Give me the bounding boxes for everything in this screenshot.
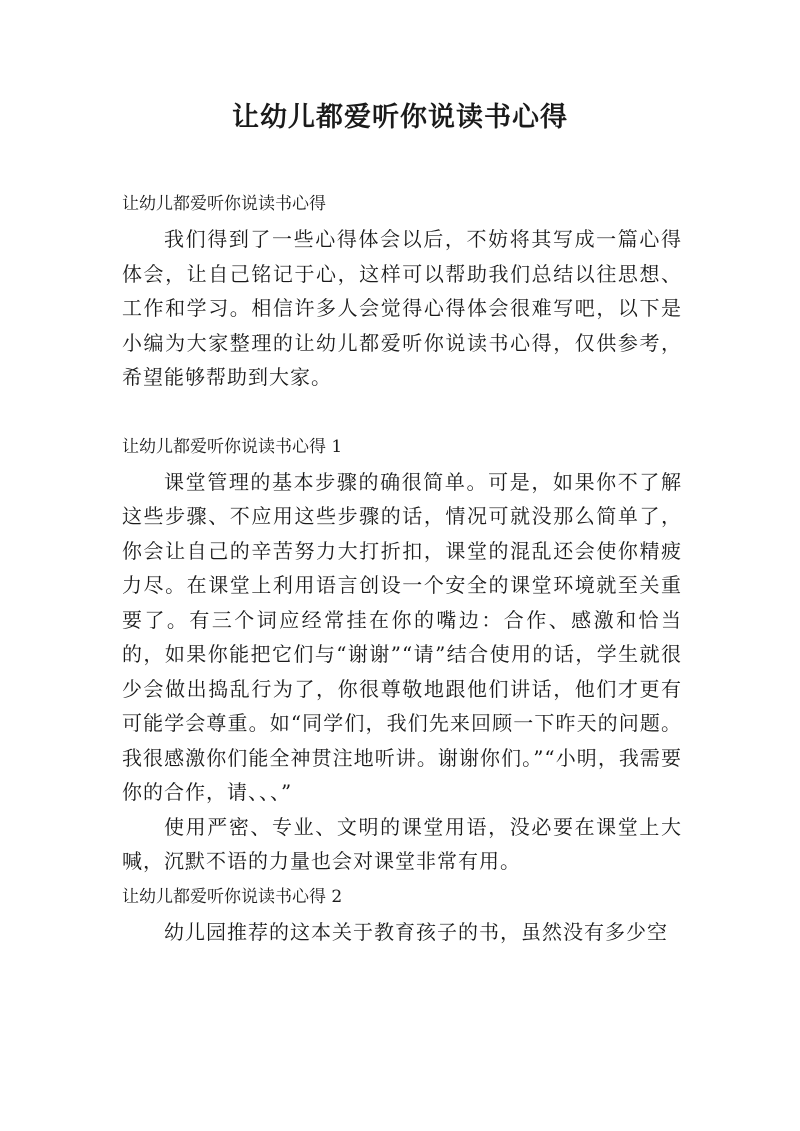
- section-2-paragraph-1: 幼儿园推荐的这本关于教育孩子的书，虽然没有多少空: [164, 919, 668, 944]
- section-1-paragraph-2: 使用严密、专业、文明的课堂用语，没必要在课堂上大喊，沉默不语的力量也会对课堂非常有用。: [122, 814, 682, 873]
- intro-heading: 让幼儿都爱听你说读书心得: [122, 194, 326, 214]
- section-2-heading: 让幼儿都爱听你说读书心得 2: [122, 886, 343, 907]
- document-body: [122, 186, 682, 949]
- intro-paragraph: 我们得到了一些心得体会以后，不妨将其写成一篇心得体会，让自己铭记于心，这样可以帮助我们总结以往思想、工作和学习。相信许多人会觉得心得体会很难写吧，以下是小编为大家整理的让幼儿都爱听你说读书心得，仅供参考，希望能够帮助到大家。: [122, 227, 682, 389]
- document-title: 让幼儿都爱听你说读书心得: [232, 102, 568, 133]
- section-1-paragraph-1: 课堂管理的基本步骤的确很简单。可是，如果你不了解这些步骤、不应用这些步骤的话，情况可就没那么简单了，你会让自己的辛苦努力大打折扣，课堂的混乱还会使你精疲力尽。在课堂上利用语言创设一个安全的课堂环境就至关重要了。有三个词应经常挂在你的嘴边：合作、感激和恰当的，如果你能把它们与“谢谢”“请”结合使用的话，学生就很少会做出捣乱行为了，你很尊敬地跟他们讲话，他们才更有可能学会尊重。如“同学们，我们先来回顾一下昨天的问题。我很感激你们能全神贯注地听讲。谢谢你们。”“小明，我需要你的合作，请、、、”: [122, 469, 682, 804]
- section-spacer: [122, 395, 682, 429]
- section-1-heading: 让幼儿都爱听你说读书心得 1: [122, 436, 343, 457]
